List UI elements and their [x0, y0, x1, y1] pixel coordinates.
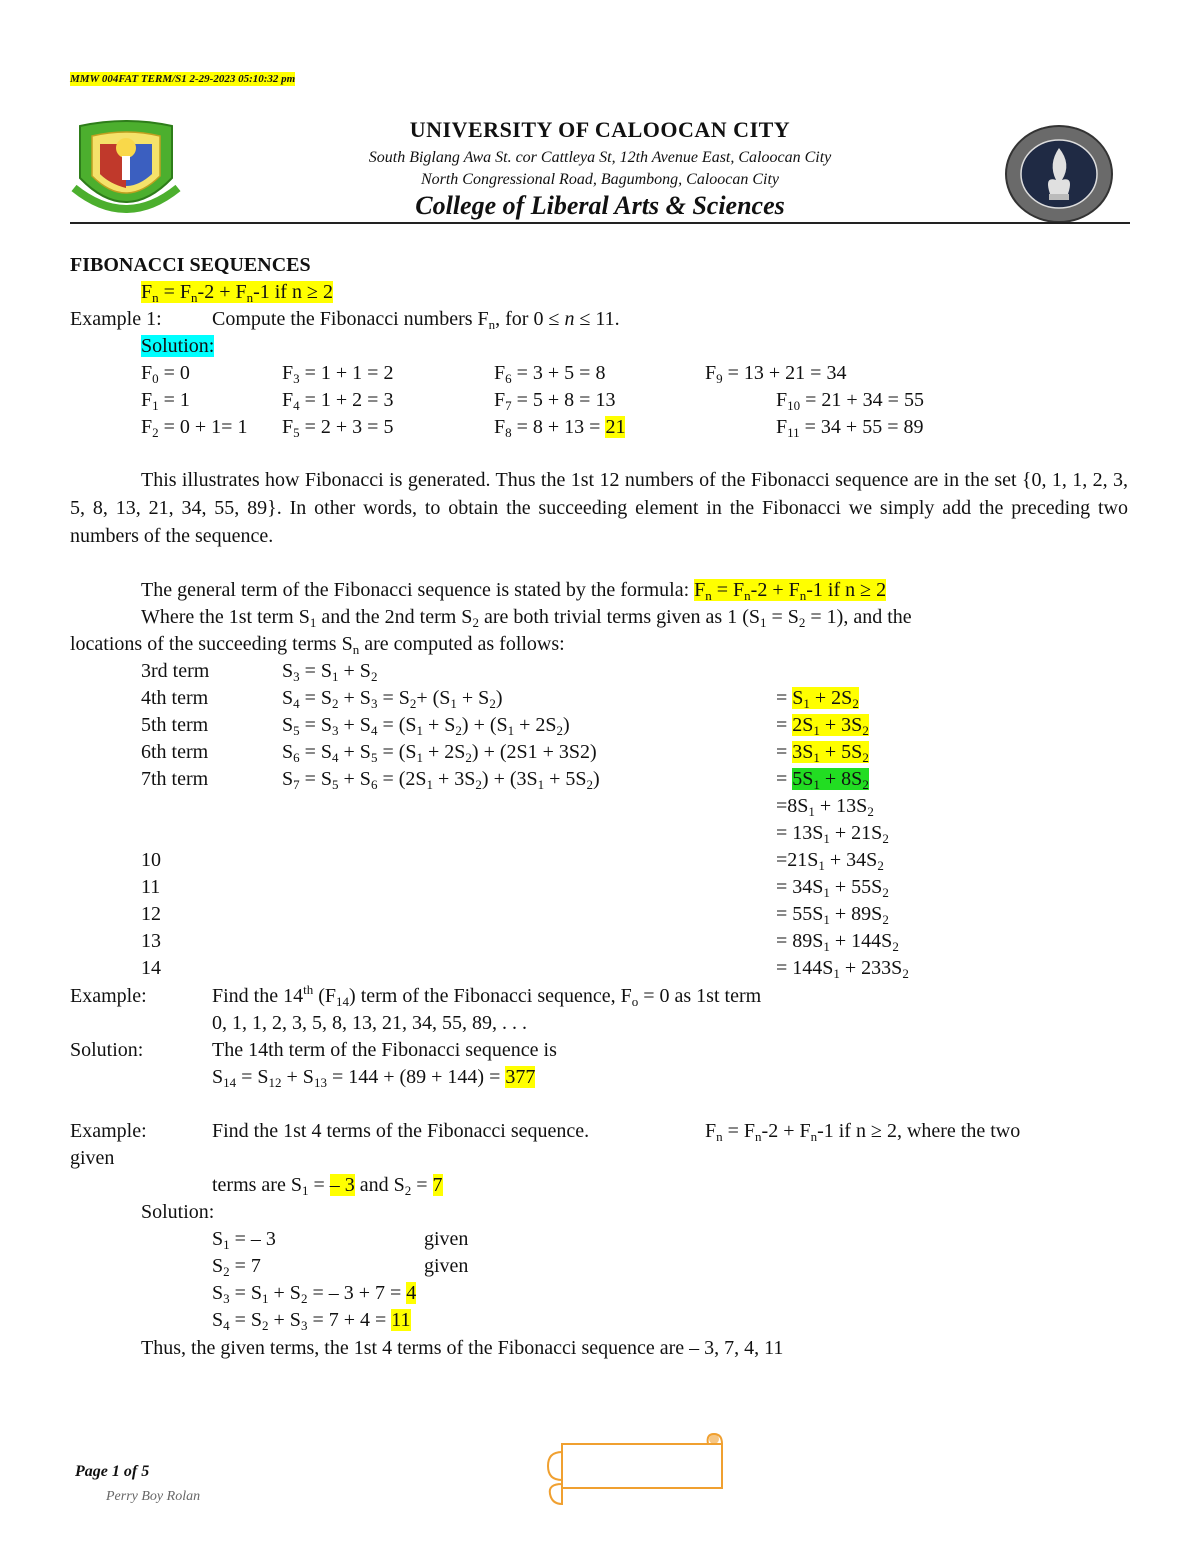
- example3-formula: $F_n = F_n-2 + F_n-1$ if n ≥ 2, where the two: [705, 1120, 1021, 1144]
- s4-line: $S_4 = S_2 + S_3 = 7 + 4 = 11$: [212, 1309, 411, 1333]
- f7-line: $F_7 = 5 + 8 = 13$: [494, 389, 616, 413]
- s1-given: given: [424, 1228, 469, 1250]
- term-label: 6th term: [141, 741, 209, 763]
- example2-equation: $S_{14} = S_{12} + S_{13} = 144 + (89 + 144) = 377$: [212, 1066, 536, 1090]
- section-title: FIBONACCI SEQUENCES: [70, 254, 311, 276]
- fibonacci-formula: $F_n = F_n-2 + F_n-1$ if n ≥ 2: [141, 281, 333, 305]
- term-result: = $34S_1 + 55S_2$: [776, 876, 889, 900]
- f6-line: $F_6 = 3 + 5 = 8$: [494, 362, 606, 386]
- college-name: College of Liberal Arts & Sciences: [415, 191, 785, 220]
- s2-given: given: [424, 1255, 469, 1277]
- term-label: 3rd term: [141, 660, 210, 682]
- f10-line: $F_{10} = 21 + 34 = 55$: [776, 389, 924, 413]
- f2-line: $F_2 = 0 + 1= 1$: [141, 416, 248, 440]
- term-expr: $S_6 = S_4 + S_5 = (S_1 + 2S_2) + (2S1 + 3S2)$: [282, 741, 597, 765]
- address-line-2: North Congressional Road, Bagumbong, Caloocan City: [420, 171, 780, 188]
- page-number: Page 1 of 5: [75, 1463, 150, 1480]
- term-expr: $S_5 = S_3 + S_4 = (S_1 + S_2) + (S_1 + 2S_2)$: [282, 714, 570, 738]
- example3-solution-label: Solution:: [141, 1201, 215, 1223]
- example2-solution-text: The 14th term of the Fibonacci sequence is: [212, 1039, 557, 1061]
- term-label: 13: [141, 930, 161, 952]
- document-id: MMW 004FAT TERM/S1 2-29-2023 05:10:32 pm: [70, 73, 296, 85]
- author-name: Perry Boy Rolan: [106, 1489, 201, 1504]
- example1-label: Example 1:: [70, 308, 162, 330]
- s3-line: $S_3 = S_1 + S_2$ = – 3 + 7 = 4: [212, 1282, 417, 1306]
- f4-line: $F_4 = 1 + 2 = 3$: [282, 389, 394, 413]
- example3-terms: terms are $S_1$ = – 3 and $S_2 = 7$: [212, 1174, 443, 1198]
- f8-line: $F_8 = 8 + 13 = 21$: [494, 416, 626, 440]
- example3-prompt: Find the 1st 4 terms of the Fibonacci sequence.: [212, 1120, 590, 1142]
- general-term-line3: locations of the succeeding terms $S_n$ are computed as follows:: [70, 633, 565, 657]
- f9-line: $F_9 = 13 + 21 = 34$: [705, 362, 847, 386]
- term-expr: $S_4 = S_2 + S_3 = S_2+ (S_1 + S_2)$: [282, 687, 503, 711]
- college-seal-logo: [1004, 124, 1114, 224]
- f11-line: $F_{11} = 34 + 55 = 89$: [776, 416, 924, 440]
- s1-line: $S_1$ = – 3: [212, 1228, 276, 1252]
- address-line-1: South Biglang Awa St. cor Cattleya St, 12th Avenue East, Caloocan City: [368, 149, 832, 166]
- term-result: = $S_1 + 2S_2$: [776, 687, 859, 711]
- explanation-paragraph: This illustrates how Fibonacci is generated. Thus the 1st 12 numbers of the Fibonacci sequence are in the set {0, 1, 1, 2, 3, 5, 8, 13, 21, 34, 55, 89}. In other words, to obtain the succeeding element in the Fibonacci we simply add the preceding two numbers of the sequence.: [70, 469, 1128, 547]
- term-label: 10: [141, 849, 161, 871]
- term-result: $=21S_1 + 34S_2$: [776, 849, 884, 873]
- example1-prompt: Compute the Fibonacci numbers $F_n$, for 0 ≤ n ≤ 11.: [212, 308, 620, 332]
- f0-line: $F_0 = 0$: [141, 362, 190, 386]
- term-label: 5th term: [141, 714, 209, 736]
- s2-line: $S_2 = 7$: [212, 1255, 261, 1279]
- f5-line: $F_5 = 2 + 3 = 5$: [282, 416, 394, 440]
- term-label: 14: [141, 957, 161, 979]
- example2-sequence: 0, 1, 1, 2, 3, 5, 8, 13, 21, 34, 55, 89, . . .: [212, 1012, 527, 1034]
- example3-given-word: given: [70, 1147, 115, 1169]
- f1-line: $F_1 = 1$: [141, 389, 190, 413]
- general-term-line: The general term of the Fibonacci sequence is stated by the formula: $F_n = F_n-2 + F_n-1$ if n ≥ 2: [141, 579, 887, 603]
- term-label: 11: [141, 876, 161, 898]
- scroll-decoration-icon: [544, 1432, 730, 1508]
- term-result: = $2S_1 + 3S_2$: [776, 714, 869, 738]
- example2-prompt: Find the 14th $(F_{14})$ term of the Fibonacci sequence, $F_o = 0$ as 1st term: [212, 982, 762, 1009]
- example3-label: Example:: [70, 1120, 147, 1142]
- term-expr: $S_3 = S_1 + S_2$: [282, 660, 378, 684]
- example2-label: Example:: [70, 985, 147, 1007]
- term-result: $=8S_1 + 13S_2$: [776, 795, 874, 819]
- example3-conclusion: Thus, the given terms, the 1st 4 terms of the Fibonacci sequence are – 3, 7, 4, 11: [141, 1337, 784, 1359]
- university-name: UNIVERSITY OF CALOOCAN CITY: [409, 117, 791, 142]
- term-result: = $13S_1 + 21S_2$: [776, 822, 889, 846]
- term-result: = $144S_1 + 233S_2$: [776, 957, 909, 981]
- term-result: = $3S_1 + 5S_2$: [776, 741, 869, 765]
- example1-solution-label: Solution:: [141, 335, 215, 357]
- term-label: 7th term: [141, 768, 209, 790]
- term-result: = $55S_1 + 89S_2$: [776, 903, 889, 927]
- term-label: 12: [141, 903, 161, 925]
- example2-solution-label: Solution:: [70, 1039, 144, 1061]
- term-result: = $89S_1 + 144S_2$: [776, 930, 899, 954]
- term-label: 4th term: [141, 687, 209, 709]
- header-divider: [70, 222, 1130, 224]
- term-expr: $S_7 = S_5 + S_6 = (2S_1 + 3S_2) + (3S_1 + 5S_2)$: [282, 768, 600, 792]
- general-term-line2: Where the 1st term $S_1$ and the 2nd term $S_2$ are both trivial terms given as 1 $(S_1 = S_2 = 1)$, and the: [141, 606, 912, 630]
- f3-line: $F_3 = 1 + 1 = 2$: [282, 362, 394, 386]
- term-result: = $5S_1 + 8S_2$: [776, 768, 869, 792]
